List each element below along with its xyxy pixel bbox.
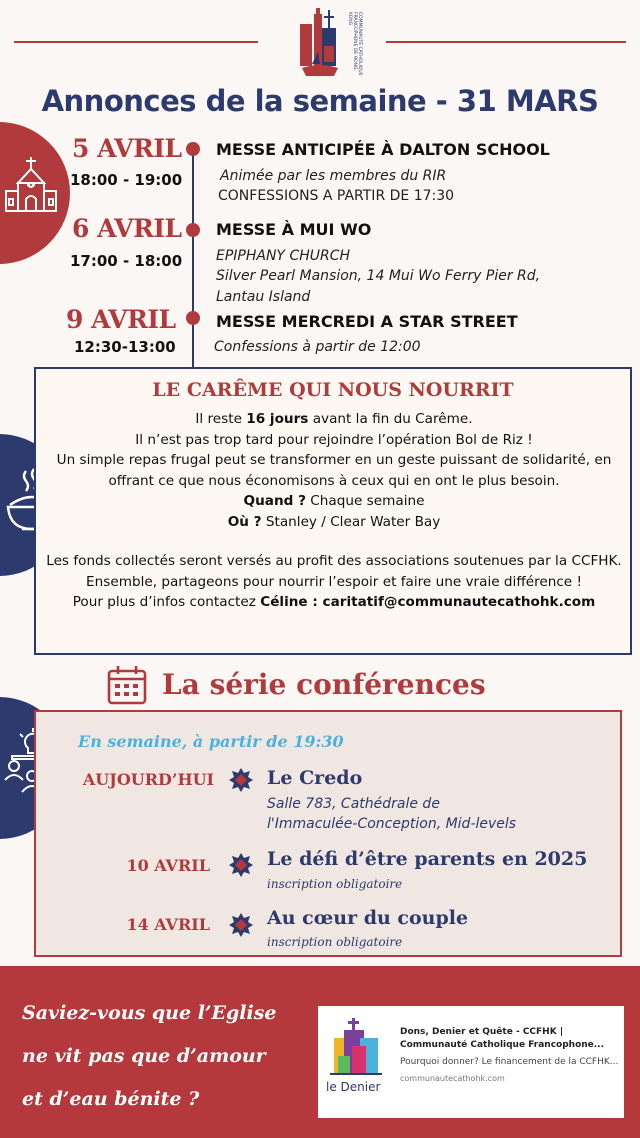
event-3-time: 12:30-13:00: [74, 338, 176, 356]
timeline-dot: [186, 223, 200, 237]
conferences-schedule: En semaine, à partir de 19:30: [78, 732, 344, 751]
conference-2-note: inscription obligatoire: [267, 877, 403, 891]
careme-days-count: 16 jours: [246, 411, 309, 427]
conference-1-location-2: l'Immaculée-Conception, Mid-levels: [267, 816, 517, 832]
conference-1-name: Le Credo: [267, 767, 363, 789]
careme-box: [34, 367, 632, 655]
footer-line-1: Saviez-vous que l’Eglise: [22, 1002, 277, 1024]
card-title-line-1: Dons, Denier et Quête - CCFHK |: [400, 1027, 564, 1037]
church-icon: [4, 155, 58, 215]
timeline-line: [192, 150, 194, 368]
careme-description: Un simple repas frugal peut se transformer en un geste puissant de solidarité, en offrant ce que nous économisons à ceux qui en ont le plus besoin.: [56, 452, 612, 489]
careme-body: [46, 409, 622, 613]
careme-where-label: Où ?: [227, 513, 262, 530]
conference-3-name: Au cœur du couple: [267, 907, 469, 929]
event-3-line1: Confessions à partir de 12:00: [214, 339, 421, 355]
event-3-title: MESSE MERCREDI A STAR STREET: [216, 312, 518, 331]
conference-2-date: 10 AVRIL: [126, 856, 210, 875]
careme-invite: Il n’est pas trop tard pour rejoindre l’opération Bol de Riz !: [135, 431, 533, 448]
logo-text: COMMUNAUTÉ CATHOLIQUE FRANCOPHONE DE HONG KONG: [347, 12, 362, 76]
careme-together: Ensemble, partageons pour nourrir l’espoir et faire une vraie différence !: [86, 573, 582, 590]
event-1-line1: Animée par les membres du RIR: [220, 168, 447, 184]
page-title: Annonces de la semaine - 31 MARS: [41, 84, 599, 118]
event-1-date: 5 AVRIL: [72, 134, 182, 163]
star-bullet-icon: [228, 912, 254, 938]
careme-days-pre: Il reste: [195, 411, 247, 427]
careme-where: [46, 512, 622, 533]
star-bullet-icon: [228, 767, 254, 793]
footer-line-2: ne vit pas que d’amour: [22, 1045, 266, 1067]
event-1-line2: CONFESSIONS A PARTIR DE 17:30: [218, 188, 455, 204]
card-url[interactable]: communautecathohk.com: [400, 1074, 505, 1083]
careme-where-value: Stanley / Clear Water Bay: [261, 513, 441, 530]
event-2-line1: EPIPHANY CHURCH: [216, 248, 351, 264]
event-1-title: MESSE ANTICIPÉE À DALTON SCHOOL: [216, 140, 550, 159]
card-title-line-2: Communauté Catholique Francophone...: [400, 1040, 605, 1050]
event-2-line3: Lantau Island: [216, 289, 311, 305]
conferences-title: La série conférences: [162, 668, 486, 701]
careme-funds: Les fonds collectés seront versés au profit des associations soutenues par la CCFHK.: [46, 553, 622, 569]
event-2-date: 6 AVRIL: [72, 214, 182, 243]
footer-line-3: et d’eau bénite ?: [22, 1088, 200, 1110]
conference-1-location-1: Salle 783, Cathédrale de: [267, 796, 440, 812]
footer-question: [22, 992, 312, 1121]
careme-days: [46, 409, 622, 430]
conference-3-note: inscription obligatoire: [267, 935, 403, 949]
careme-days-post: avant la fin du Carême.: [308, 411, 473, 427]
careme-contact-email[interactable]: Céline : caritatif@communautecathohk.com: [260, 594, 596, 610]
timeline-dot: [186, 142, 200, 156]
card-description: Pourquoi donner? Le financement de la CCFHK...: [400, 1057, 619, 1067]
event-2-time: 17:00 - 18:00: [70, 252, 183, 270]
card-title[interactable]: [400, 1026, 620, 1052]
header-line-right: [386, 41, 626, 43]
event-3-date: 9 AVRIL: [66, 305, 176, 334]
header-line-left: [14, 41, 258, 43]
event-2-title: MESSE À MUI WO: [216, 220, 372, 239]
event-1-time: 18:00 - 19:00: [70, 171, 183, 189]
denier-logo-text: le Denier: [326, 1080, 381, 1094]
timeline-dot: [186, 311, 200, 325]
careme-contact: [46, 592, 622, 613]
conference-2-name: Le défi d’être parents en 2025: [267, 848, 588, 870]
star-bullet-icon: [228, 852, 254, 878]
conference-1-date: AUJOURD’HUI: [82, 770, 214, 789]
careme-title: LE CARÊME QUI NOUS NOURRIT: [152, 379, 514, 401]
calendar-icon: [106, 664, 148, 706]
careme-contact-pre: Pour plus d’infos contactez: [72, 594, 261, 610]
careme-when-value: Chaque semaine: [305, 493, 425, 509]
conference-3-date: 14 AVRIL: [126, 915, 210, 934]
careme-when-label: Quand ?: [243, 493, 306, 509]
event-2-line2: Silver Pearl Mansion, 14 Mui Wo Ferry Pier Rd,: [216, 268, 541, 284]
careme-when: [46, 491, 622, 512]
